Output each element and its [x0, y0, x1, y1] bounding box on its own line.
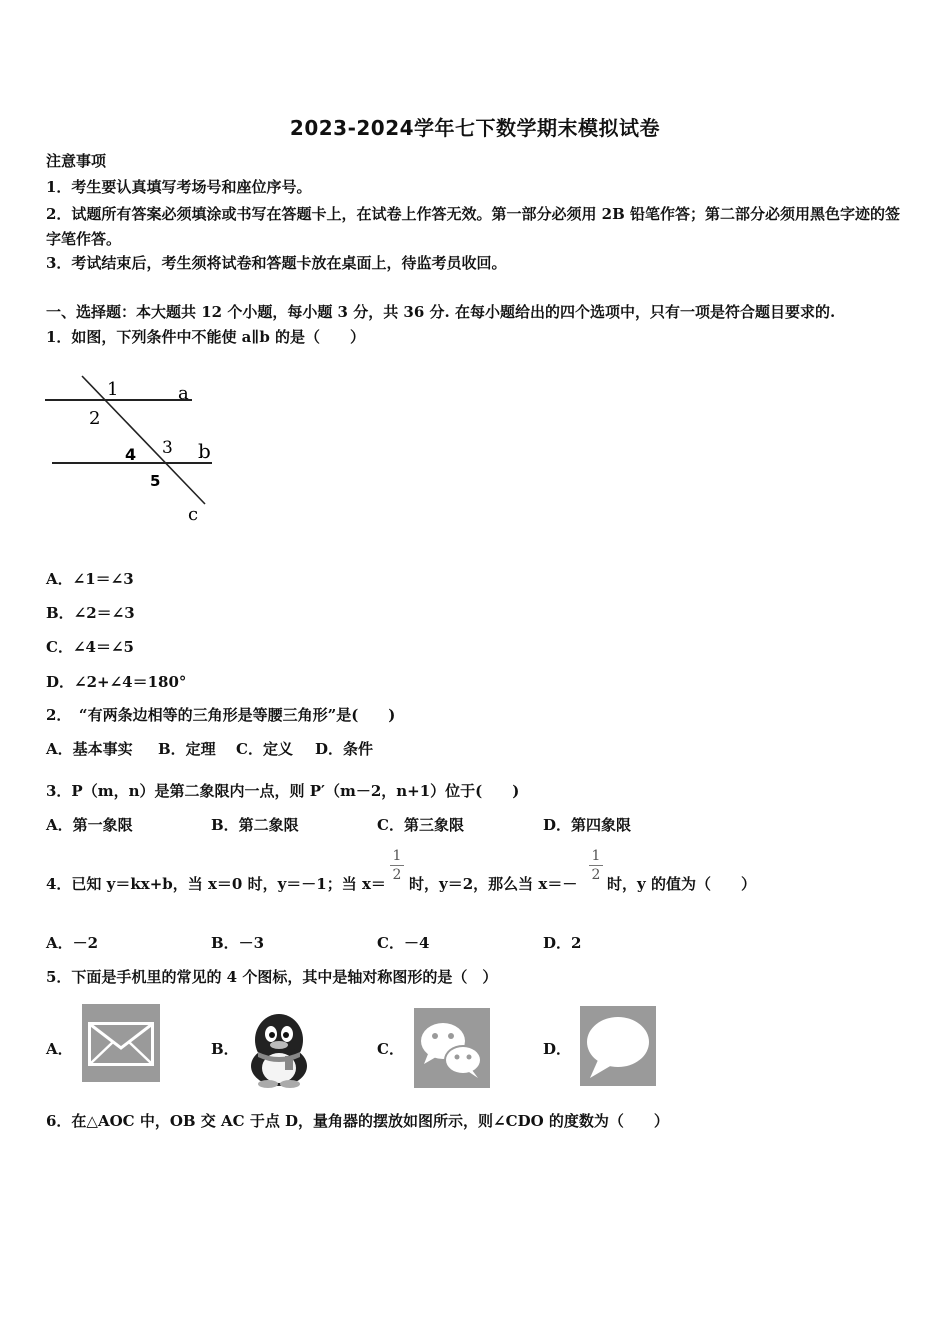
- q1-parallel-lines-figure: [40, 370, 230, 530]
- q4-fraction-1: [390, 848, 404, 883]
- notice-item-1: 1．考生要认真填写考场号和座位序号。: [46, 178, 312, 196]
- q3-option-a: A．第一象限: [46, 816, 133, 834]
- q4-fraction-2: [589, 848, 603, 883]
- q5-label-b: B．: [211, 1040, 239, 1058]
- q5-stem: 5．下面是手机里的常见的 4 个图标，其中是轴对称图形的是（ ）: [46, 968, 498, 986]
- fraction-numerator: 1: [392, 848, 402, 864]
- q4-stem-part2: 时，y＝2，那么当 x＝－: [409, 875, 578, 893]
- label-b: b: [198, 439, 211, 463]
- q1-stem: 1．如图，下列条件中不能使 a∥b 的是（ ）: [46, 328, 366, 346]
- q3-option-d: D．第四象限: [543, 816, 632, 834]
- q4-option-a: A．－2: [46, 934, 99, 952]
- q3-option-c: C．第三象限: [377, 816, 464, 834]
- q4-stem-part3: 时，y 的值为（ ）: [607, 875, 756, 893]
- q2-option-b: B．定理: [158, 740, 216, 758]
- angle-label-4: 4: [125, 445, 137, 464]
- q1-option-b: B．∠2＝∠3: [46, 604, 135, 622]
- q3-stem: 3．P（m，n）是第二象限内一点，则 P′（m－2，n+1）位于( ): [46, 782, 520, 800]
- q4-option-d: D．2: [543, 934, 582, 952]
- envelope-icon: [82, 1004, 160, 1082]
- q2-option-c: C．定义: [236, 740, 293, 758]
- q4-option-b: B．－3: [211, 934, 265, 952]
- q4-stem-part1: 4．已知 y＝kx+b，当 x＝0 时，y＝－1；当 x＝: [46, 875, 386, 893]
- fraction-numerator: 1: [591, 848, 601, 864]
- angle-label-5: 5: [150, 472, 161, 490]
- angle-label-3: 3: [162, 438, 173, 458]
- notice-item-2: 2．试题所有答案必须填涂或书写在答题卡上，在试卷上作答无效。第一部分必须用 2B 铅笔作答；第二部分必须用黑色字迹的签字笔作答。: [46, 205, 901, 248]
- q1-option-d: D．∠2+∠4＝180°: [46, 673, 187, 691]
- label-c: c: [188, 504, 199, 525]
- speech-bubble-icon: [580, 1006, 656, 1086]
- q5-label-c: C．: [377, 1040, 404, 1058]
- wechat-icon: [414, 1008, 490, 1088]
- q2-option-d: D．条件: [315, 740, 374, 758]
- q2-stem: 2． “有两条边相等的三角形是等腰三角形”是( ): [46, 706, 396, 724]
- q1-option-c: C．∠4＝∠5: [46, 638, 134, 656]
- q6-stem: 6．在△AOC 中，OB 交 AC 于点 D，量角器的摆放如图所示，则∠CDO 的度数为（ ）: [46, 1112, 669, 1130]
- fraction-denominator: 2: [591, 867, 601, 883]
- q5-label-a: A．: [46, 1040, 73, 1058]
- notice-item-3: 3．考试结束后，考生须将试卷和答题卡放在桌面上，待监考员收回。: [46, 254, 507, 272]
- q4-option-c: C．－4: [377, 934, 430, 952]
- q1-option-a: A．∠1＝∠3: [46, 570, 134, 588]
- label-a: a: [178, 383, 189, 404]
- q2-option-a: A．基本事实: [46, 740, 133, 758]
- penguin-icon: [244, 1010, 314, 1088]
- section-heading: 一、选择题：本大题共 12 个小题，每小题 3 分，共 36 分. 在每小题给出的四个选项中，只有一项是符合题目要求的.: [46, 303, 836, 321]
- fraction-denominator: 2: [392, 867, 402, 883]
- page-title: 2023-2024学年七下数学期末模拟试卷: [289, 116, 661, 140]
- q5-label-d: D．: [543, 1040, 572, 1058]
- angle-label-2: 2: [89, 408, 101, 429]
- angle-label-1: 1: [107, 379, 119, 400]
- q3-option-b: B．第二象限: [211, 816, 299, 834]
- notice-heading: 注意事项: [46, 152, 107, 170]
